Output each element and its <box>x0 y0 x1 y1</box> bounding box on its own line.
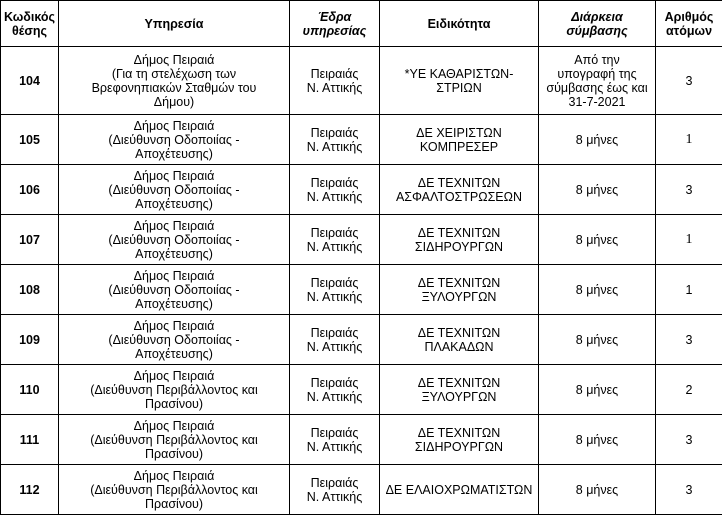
specialty-cell: ΔΕ ΤΕΧΝΙΤΩΝ ΞΥΛΟΥΡΓΩΝ <box>380 365 539 415</box>
location-cell: Πειραιάς Ν. Αττικής <box>290 215 380 265</box>
location-cell: Πειραιάς Ν. Αττικής <box>290 265 380 315</box>
service-cell: Δήμος Πειραιά (Διεύθυνση Περιβάλλοντος και Πρασίνου) <box>59 365 290 415</box>
duration-cell: 8 μήνες <box>539 365 656 415</box>
table-row <box>1 265 722 315</box>
table-row <box>1 215 722 265</box>
table-row <box>1 365 722 415</box>
position-code: 107 <box>1 215 59 265</box>
header-row <box>1 1 722 47</box>
location-cell: Πειραιάς Ν. Αττικής <box>290 365 380 415</box>
location-cell: Πειραιάς Ν. Αττικής <box>290 465 380 515</box>
count-cell: 1 <box>656 265 722 315</box>
specialty-cell: ΔΕ ΤΕΧΝΙΤΩΝ ΞΥΛΟΥΡΓΩΝ <box>380 265 539 315</box>
position-code: 105 <box>1 115 59 165</box>
duration-cell: 8 μήνες <box>539 265 656 315</box>
service-cell: Δήμος Πειραιά (Διεύθυνση Οδοποιίας - Αποχέτευσης) <box>59 165 290 215</box>
duration-cell: 8 μήνες <box>539 115 656 165</box>
header-duration: Διάρκεια σύμβασης <box>539 1 656 47</box>
service-cell: Δήμος Πειραιά (Για τη στελέχωση των Βρεφονηπιακών Σταθμών του Δήμου) <box>59 47 290 115</box>
duration-cell: 8 μήνες <box>539 315 656 365</box>
table-row <box>1 315 722 365</box>
header-code: Κωδικός θέσης <box>1 1 59 47</box>
location-cell: Πειραιάς Ν. Αττικής <box>290 165 380 215</box>
count-cell: 3 <box>656 47 722 115</box>
header-service: Υπηρεσία <box>59 1 290 47</box>
count-cell: 2 <box>656 365 722 415</box>
location-cell: Πειραιάς Ν. Αττικής <box>290 47 380 115</box>
count-cell: 3 <box>656 165 722 215</box>
count-cell: 1 <box>656 215 722 265</box>
location-cell: Πειραιάς Ν. Αττικής <box>290 315 380 365</box>
table-row <box>1 115 722 165</box>
position-code: 112 <box>1 465 59 515</box>
service-cell: Δήμος Πειραιά (Διεύθυνση Οδοποιίας - Αποχέτευσης) <box>59 315 290 365</box>
specialty-cell: ΔΕ ΤΕΧΝΙΤΩΝ ΣΙΔΗΡΟΥΡΓΩΝ <box>380 415 539 465</box>
count-cell: 1 <box>656 115 722 165</box>
specialty-cell: ΔΕ ΧΕΙΡΙΣΤΩΝ ΚΟΜΠΡΕΣΕΡ <box>380 115 539 165</box>
location-cell: Πειραιάς Ν. Αττικής <box>290 115 380 165</box>
specialty-cell: ΔΕ ΤΕΧΝΙΤΩΝ ΣΙΔΗΡΟΥΡΓΩΝ <box>380 215 539 265</box>
table-row <box>1 165 722 215</box>
duration-cell: 8 μήνες <box>539 165 656 215</box>
position-code: 109 <box>1 315 59 365</box>
specialty-cell: ΔΕ ΕΛΑΙΟΧΡΩΜΑΤΙΣΤΩΝ <box>380 465 539 515</box>
service-cell: Δήμος Πειραιά (Διεύθυνση Οδοποιίας - Αποχέτευσης) <box>59 265 290 315</box>
duration-cell: 8 μήνες <box>539 465 656 515</box>
specialty-cell: ΔΕ ΤΕΧΝΙΤΩΝ ΑΣΦΑΛΤΟΣΤΡΩΣΕΩΝ <box>380 165 539 215</box>
position-code: 111 <box>1 415 59 465</box>
table-row <box>1 47 722 115</box>
count-cell: 3 <box>656 315 722 365</box>
location-cell: Πειραιάς Ν. Αττικής <box>290 415 380 465</box>
duration-cell: 8 μήνες <box>539 215 656 265</box>
count-cell: 3 <box>656 465 722 515</box>
position-code: 110 <box>1 365 59 415</box>
header-count: Αριθμός ατόμων <box>656 1 722 47</box>
position-code: 104 <box>1 47 59 115</box>
specialty-cell: ΔΕ ΤΕΧΝΙΤΩΝ ΠΛΑΚΑΔΩΝ <box>380 315 539 365</box>
table-row <box>1 465 722 515</box>
position-code: 106 <box>1 165 59 215</box>
duration-cell: 8 μήνες <box>539 415 656 465</box>
header-location: Έδρα υπηρεσίας <box>290 1 380 47</box>
specialty-cell: *ΥΕ ΚΑΘΑΡΙΣΤΩΝ- ΣΤΡΙΩΝ <box>380 47 539 115</box>
service-cell: Δήμος Πειραιά (Διεύθυνση Οδοποιίας - Αποχέτευσης) <box>59 115 290 165</box>
header-specialty: Ειδικότητα <box>380 1 539 47</box>
service-cell: Δήμος Πειραιά (Διεύθυνση Οδοποιίας - Αποχέτευσης) <box>59 215 290 265</box>
duration-cell: Από την υπογραφή της σύμβασης έως και 31-7-2021 <box>539 47 656 115</box>
service-cell: Δήμος Πειραιά (Διεύθυνση Περιβάλλοντος και Πρασίνου) <box>59 415 290 465</box>
table-row <box>1 415 722 465</box>
service-cell: Δήμος Πειραιά (Διεύθυνση Περιβάλλοντος και Πρασίνου) <box>59 465 290 515</box>
count-cell: 3 <box>656 415 722 465</box>
position-code: 108 <box>1 265 59 315</box>
